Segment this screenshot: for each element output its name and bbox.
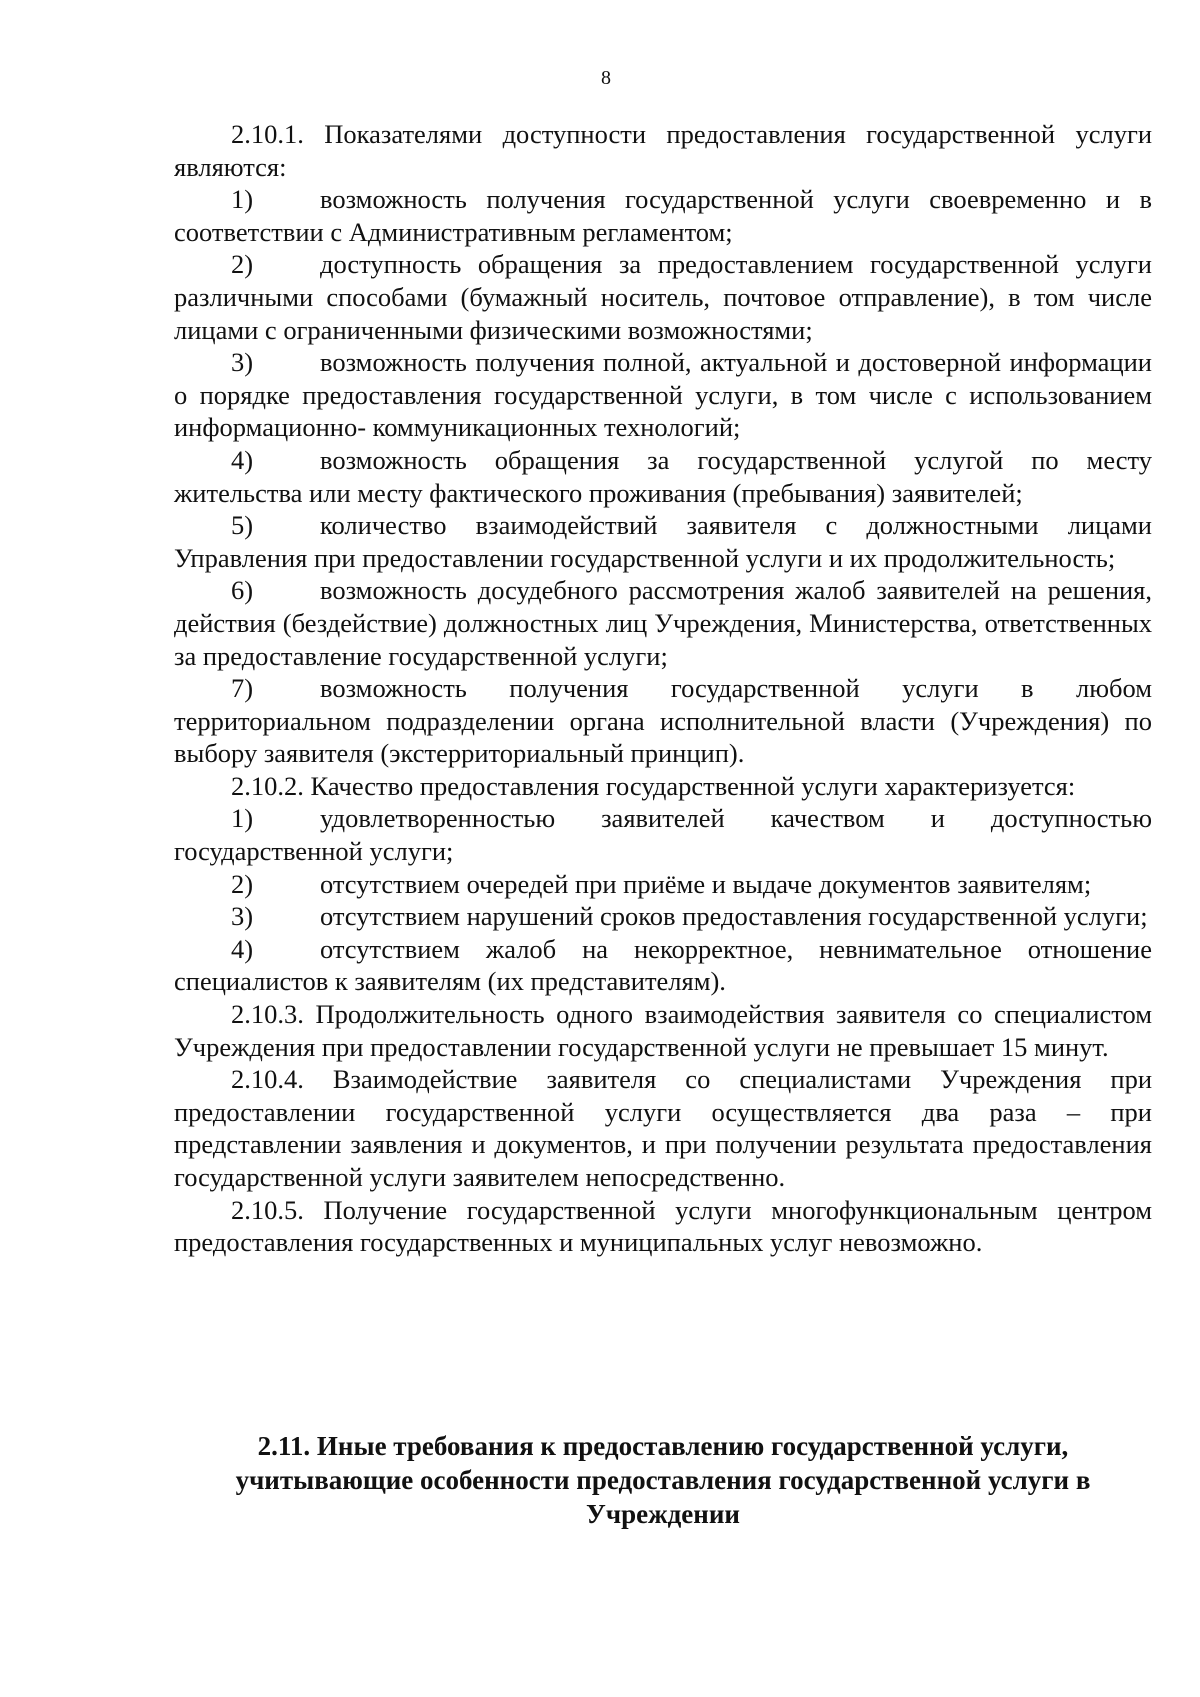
paragraph-2-10-2: 2.10.2. Качество предоставления государственной услуги характеризуется: — [231, 770, 1076, 801]
list-item — [174, 444, 1152, 509]
section-heading-2-11 — [174, 1429, 1152, 1531]
list-item — [174, 574, 1152, 672]
list-item-number: 5) — [231, 510, 254, 541]
list-item-number: 1) — [231, 184, 254, 215]
paragraph-2-10-5: 2.10.5. Получение государственной услуги многофункциональным центром предоставления государственных и муниципальных услуг невозможно. — [174, 1194, 1152, 1258]
paragraph-2-10-1: 2.10.1. Показателями доступности предоставления государственной услуги являются: — [174, 119, 1152, 182]
list-item-number: 2) — [231, 249, 254, 280]
list-item-number: 4) — [231, 933, 254, 964]
paragraph-2-10-4: 2.10.4. Взаимодействие заявителя со специалистами Учреждения при предоставлении государственной услуги осуществляется два раза – при представлении заявления и документов, и при получении результата предоставления государственной услуги заявителем непосредственно. — [174, 1064, 1152, 1192]
list-item-text: возможность получения государственной услуги своевременно и в соответствии с Административным регламентом; — [174, 184, 1152, 247]
list-item-number: 6) — [231, 575, 254, 606]
list-item-text: возможность получения государственной услуги в любом территориальном подразделении органа исполнительной власти (Учреждения) по выбору заявителя (экстерриториальный принцип). — [174, 673, 1152, 769]
list-item-number: 2) — [231, 868, 254, 899]
list-item — [174, 509, 1152, 574]
list-item — [174, 248, 1152, 346]
list-item — [174, 868, 1152, 901]
list-item — [174, 346, 1152, 444]
list-item-number: 3) — [231, 901, 254, 932]
list-item-number: 4) — [231, 444, 254, 475]
list-item — [174, 802, 1152, 867]
list-item-text: отсутствием нарушений сроков предоставления государственной услуги; — [320, 901, 1148, 932]
list-item-number: 3) — [231, 347, 254, 378]
list-item-text: возможность обращения за государственной услугой по месту жительства или месту фактического проживания (пребывания) заявителей; — [174, 444, 1152, 508]
list-item-text: отсутствием очередей при приёме и выдаче документов заявителям; — [320, 868, 1092, 899]
list-item — [174, 672, 1152, 770]
list-item — [174, 900, 1152, 933]
document-body — [174, 118, 1152, 1259]
list-item-text: возможность получения полной, актуальной и достоверной информации о порядке предоставления государственной услуги, в том числе с использованием информационно- коммуникационных технологий; — [174, 347, 1152, 443]
list-item-number: 7) — [231, 673, 254, 704]
list-item-number: 1) — [231, 803, 254, 834]
list-item — [174, 183, 1152, 248]
list-item-text: количество взаимодействий заявителя с должностными лицами Управления при предоставлении государственной услуги и их продолжительность; — [174, 510, 1152, 573]
heading-line: Учреждении — [586, 1499, 740, 1529]
heading-line: учитывающие особенности предоставления государственной услуги в — [235, 1465, 1091, 1495]
list-item-text: удовлетворенностью заявителей качеством и доступностью государственной услуги; — [174, 803, 1152, 867]
heading-line: 2.11. Иные требования к предоставлению государственной услуги, — [257, 1431, 1069, 1461]
list-item — [174, 933, 1152, 998]
list-item-text: доступность обращения за предоставлением государственной услуги различными способами (бумажный носитель, почтовое отправление), в том числе лицами с ограниченными физическими возможностями; — [174, 249, 1152, 345]
list-item-text: отсутствием жалоб на некорректное, невнимательное отношение специалистов к заявителям (их представителям). — [174, 933, 1152, 997]
page-number: 8 — [601, 67, 611, 89]
list-item-text: возможность досудебного рассмотрения жалоб заявителей на решения, действия (бездействие) должностных лиц Учреждения, Министерства, ответственных за предоставление государственной услуги; — [174, 575, 1152, 671]
paragraph-2-10-3: 2.10.3. Продолжительность одного взаимодействия заявителя со специалистом Учреждения при предоставлении государственной услуги не превышает 15 минут. — [174, 999, 1152, 1062]
